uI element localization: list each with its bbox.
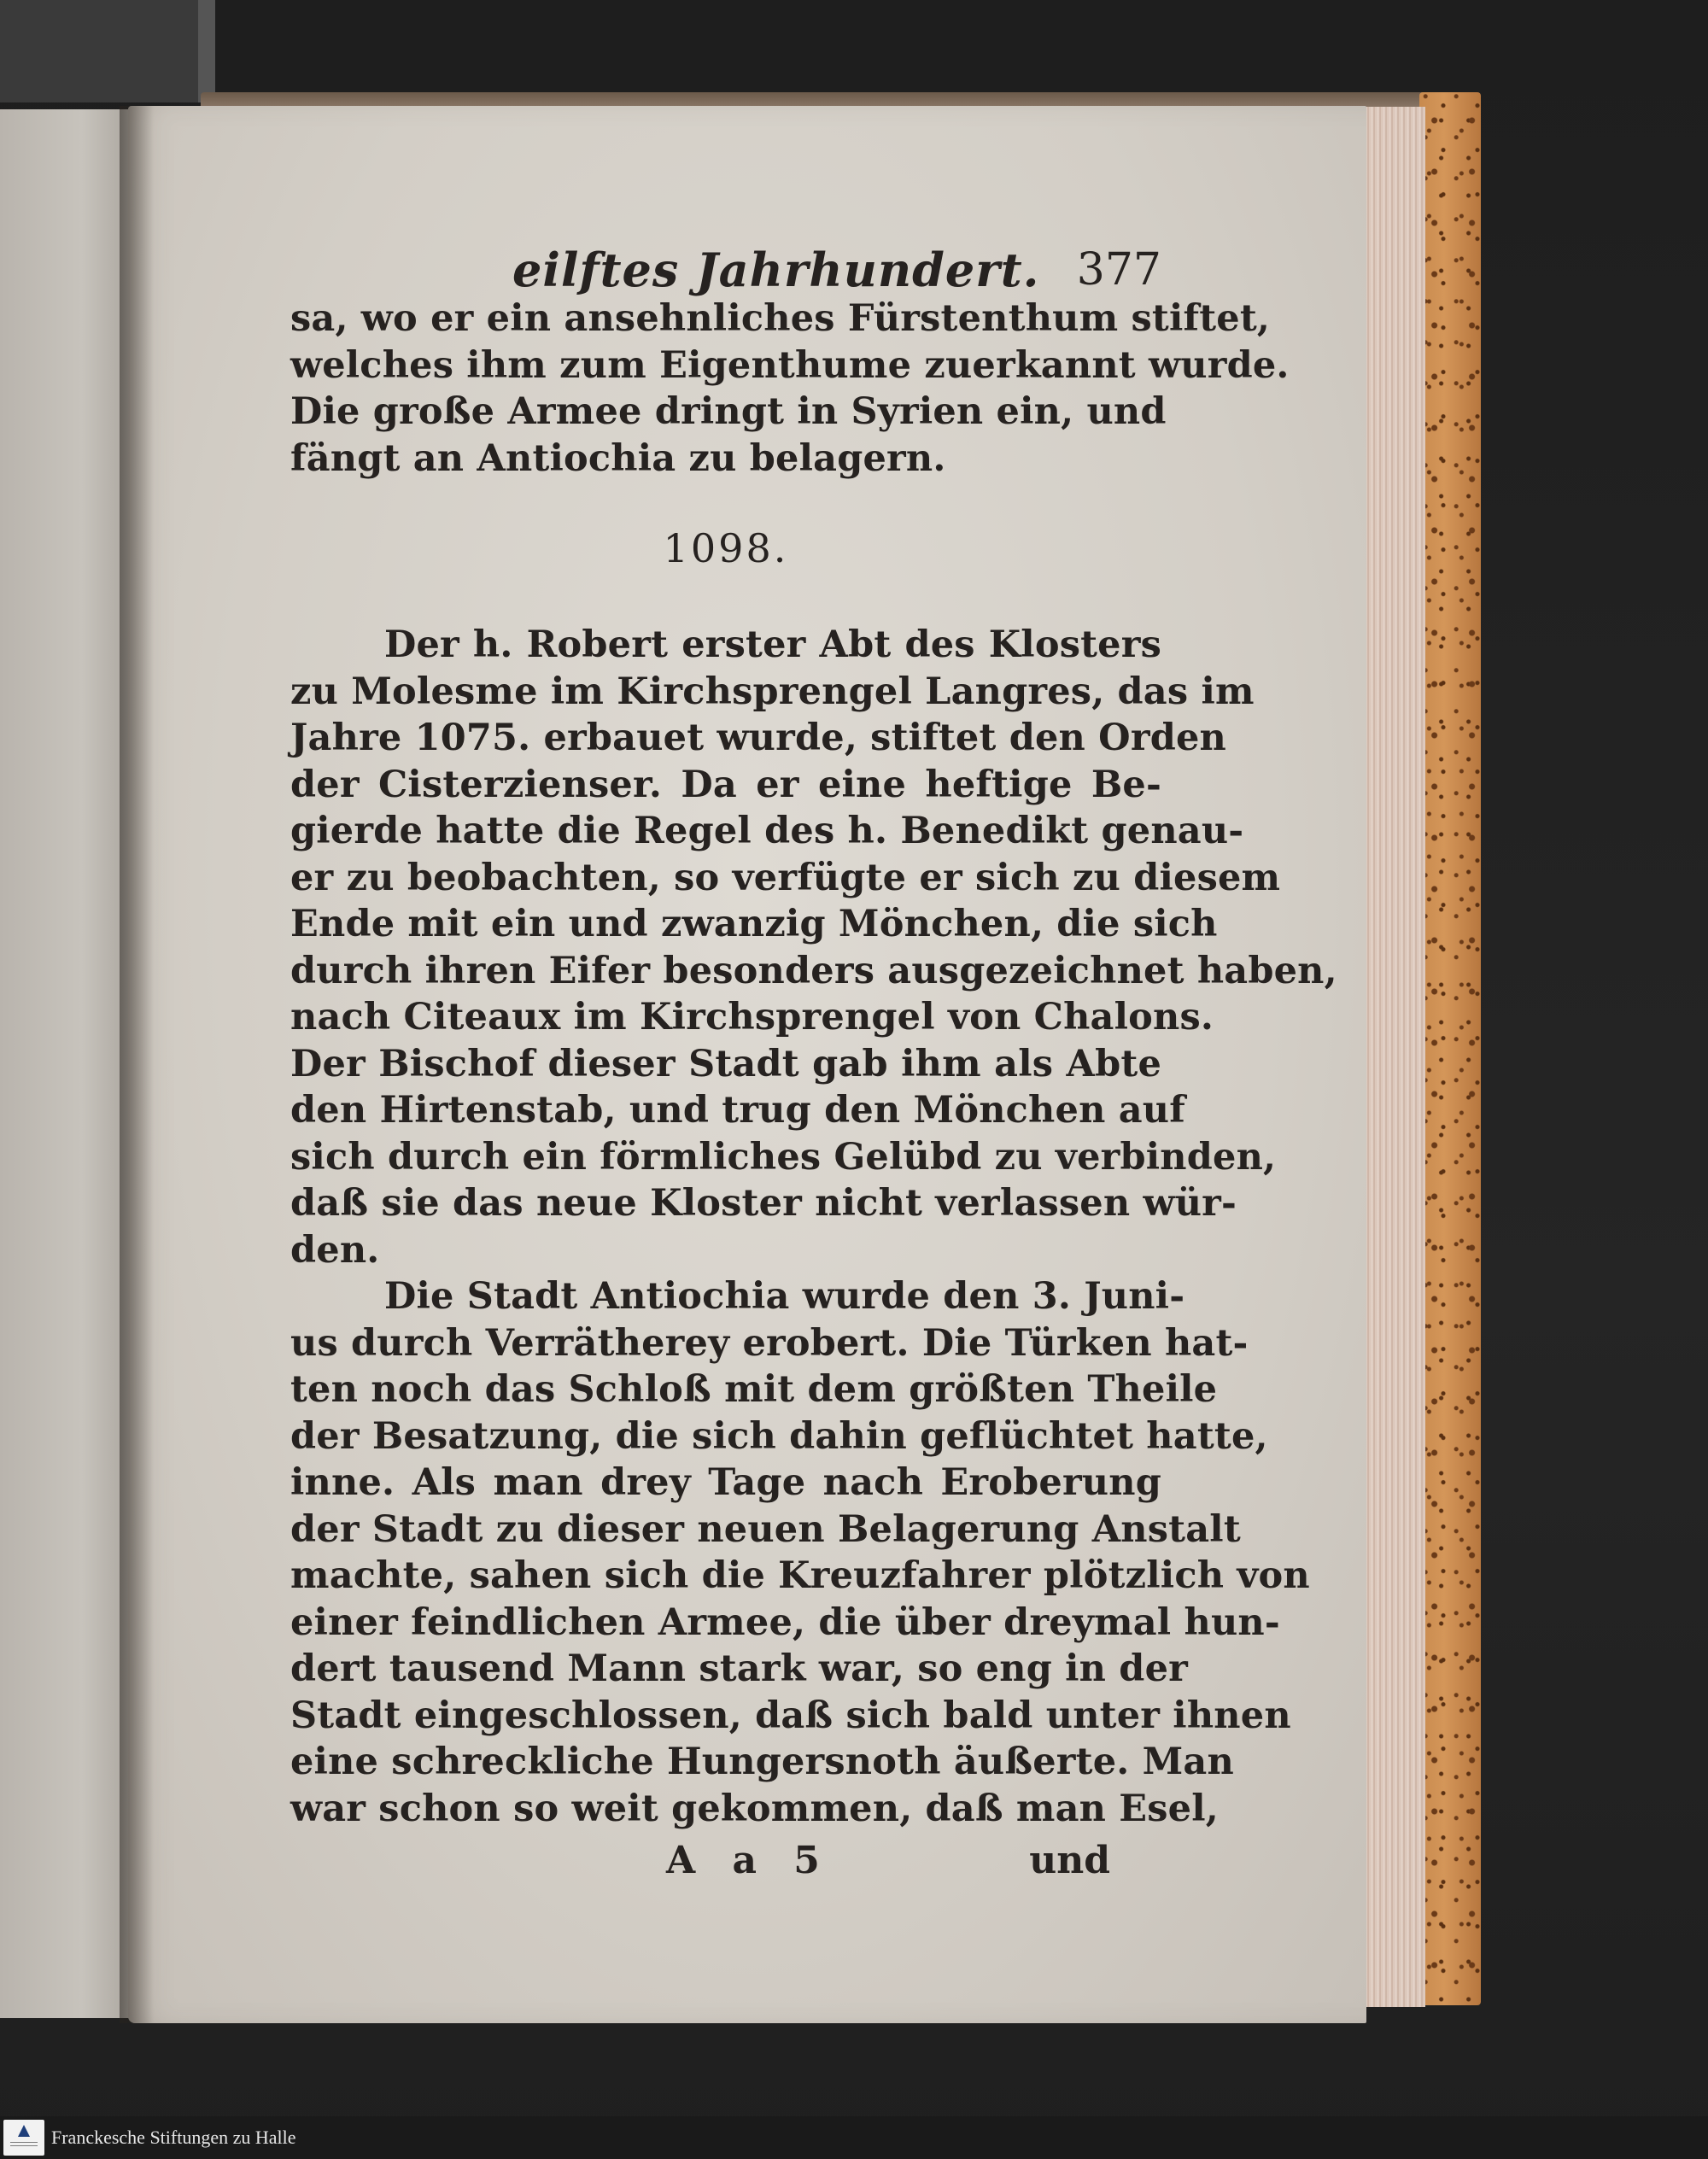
- board-edge: [198, 0, 215, 102]
- text-line: eine schreckliche Hungersnoth äußerte. Man: [290, 1741, 1234, 1783]
- text-line: gierde hatte die Regel des h. Benedikt genau-: [290, 810, 1244, 852]
- text-line: Die große Armee dringt in Syrien ein, und: [290, 390, 1167, 433]
- text-line: ten noch das Schloß mit dem größten Theile: [290, 1368, 1218, 1411]
- text-line: fängt an Antiochia zu belagern.: [290, 436, 946, 480]
- running-head: [290, 231, 1161, 295]
- text-line: zu Molesme im Kirchsprengel Langres, das im: [290, 670, 1255, 713]
- text-line: den Hirtenstab, und trug den Mönchen auf: [290, 1089, 1185, 1132]
- text-line: nach Citeaux im Kirchsprengel von Chalons.: [290, 996, 1214, 1039]
- text-line: machte, sahen sich die Kreuzfahrer plötzlich von: [290, 1554, 1310, 1597]
- text-line: us durch Verrätherey erobert. Die Türken hat-: [290, 1321, 1249, 1365]
- text-line: daß sie das neue Kloster nicht verlassen wür-: [290, 1182, 1237, 1225]
- text-line: dert tausend Mann stark war, so eng in der: [290, 1647, 1188, 1690]
- text-line: welches ihm zum Eigenthume zuerkannt wurde.: [290, 343, 1290, 387]
- text-line: Ende mit ein und zwanzig Mönchen, die sich: [290, 903, 1218, 945]
- text-line: den.: [290, 1228, 380, 1272]
- page-number: 377: [1076, 244, 1161, 295]
- text-line: der Stadt zu dieser neuen Belagerung Anstalt: [290, 1507, 1241, 1551]
- catchword: und: [1029, 1839, 1110, 1882]
- text-line: durch ihren Eifer besonders ausgezeichnet haben,: [290, 949, 1337, 992]
- page-text: [290, 231, 1337, 1887]
- text-line: war schon so weit gekommen, daß man Esel,: [290, 1787, 1219, 1830]
- text-line: er zu beobachten, so verfügte er sich zu diesem: [290, 856, 1281, 899]
- year-heading: 1098.: [663, 525, 789, 571]
- page-stack-edge: [1362, 107, 1425, 2007]
- institution-logo-icon: [3, 2120, 44, 2156]
- text-line: der Cisterzienser. Da er eine heftige Be-: [290, 763, 1161, 806]
- attribution-bar: [0, 2116, 1708, 2159]
- book-board: [0, 0, 205, 102]
- text-line: Der h. Robert erster Abt des Klosters: [384, 623, 1161, 666]
- running-title: eilftes Jahrhundert.: [512, 243, 1040, 297]
- text-line: inne. Als man drey Tage nach Eroberung: [290, 1461, 1161, 1504]
- text-line: Jahre 1075. erbauet wurde, stiftet den Orden: [290, 717, 1226, 759]
- paragraph-cistercians: [290, 622, 1337, 1273]
- text-line: Der Bischof dieser Stadt gab ihm als Abte: [290, 1042, 1161, 1085]
- text-line: Die Stadt Antiochia wurde den 3. Juni-: [384, 1275, 1185, 1318]
- gutter-shadow: [120, 106, 154, 2023]
- text-line: sich durch ein förmliches Gelübd zu verbinden,: [290, 1135, 1277, 1179]
- left-page-edge: [0, 109, 137, 2018]
- institution-name: Franckesche Stiftungen zu Halle: [51, 2127, 296, 2148]
- paragraph-antioch: [290, 1273, 1310, 1832]
- page-footer: [290, 1835, 1161, 1887]
- text-line: sa, wo er ein ansehnliches Fürstenthum stiftet,: [290, 297, 1271, 340]
- text-line: der Besatzung, die sich dahin geflüchtet hatte,: [290, 1414, 1268, 1458]
- signature-mark: A a 5: [666, 1839, 832, 1882]
- intro-lines: [290, 295, 1290, 482]
- text-line: einer feindlichen Armee, die über dreymal hun-: [290, 1600, 1280, 1644]
- text-line: Stadt eingeschlossen, daß sich bald unter ihnen: [290, 1694, 1291, 1737]
- book-cover-edge: [1419, 92, 1481, 2005]
